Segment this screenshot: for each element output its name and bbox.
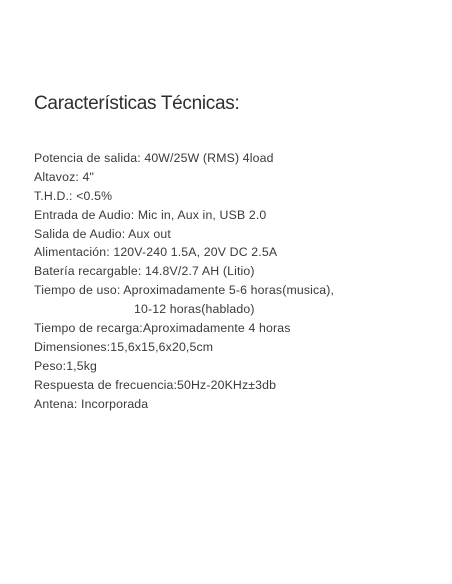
spec-antenna: Antena: Incorporada (34, 396, 149, 411)
spec-battery: Batería recargable: 14.8V/2.7 AH (Litio) (34, 264, 255, 279)
spec-usage-time-continued: 10-12 horas(hablado) (134, 302, 255, 317)
spec-audio-input: Entrada de Audio: Mic in, Aux in, USB 2.0 (34, 207, 267, 222)
spec-power-supply: Alimentación: 120V-240 1.5A, 20V DC 2.5A (34, 245, 278, 260)
spec-audio-output: Salida de Audio: Aux out (34, 226, 171, 241)
spec-speaker: Altavoz: 4" (34, 169, 95, 184)
spec-recharge-time: Tiempo de recarga:Aproximadamente 4 horas (34, 321, 291, 336)
spec-thd: T.H.D.: <0.5% (34, 188, 113, 203)
spec-power-output: Potencia de salida: 40W/25W (RMS) 4load (34, 151, 274, 165)
spec-weight: Peso:1,5kg (34, 358, 98, 373)
spec-usage-time: Tiempo de uso: Aproximadamente 5-6 horas(musica), (34, 283, 335, 298)
page-title: Características Técnicas: (34, 93, 240, 114)
spec-list (34, 149, 334, 413)
spec-dimensions: Dimensiones:15,6x15,6x20,5cm (34, 339, 214, 354)
spec-frequency-response: Respuesta de frecuencia:50Hz-20KHz±3db (34, 377, 277, 392)
